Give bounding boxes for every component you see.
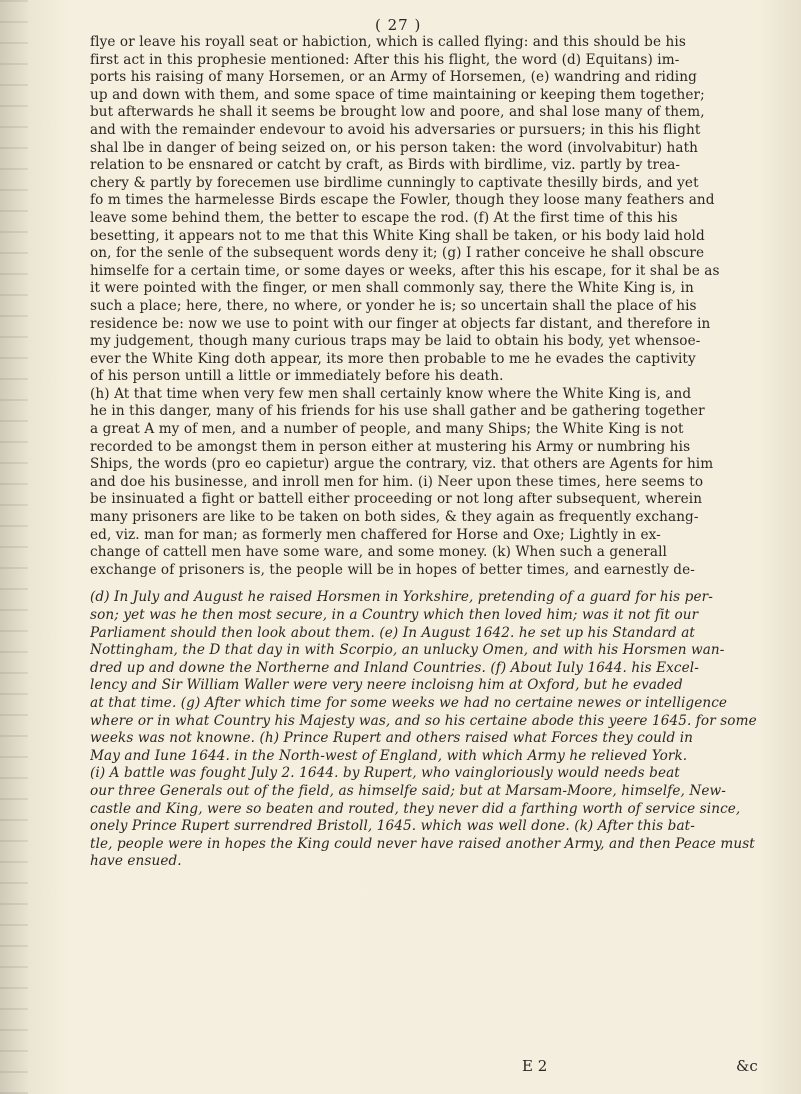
text-line: fo m times the harmelesse Birds escape the Fowler, though they loose many feathers and — [90, 192, 715, 209]
signature-mark: E 2 — [522, 1057, 548, 1075]
text-line: and with the remainder endevour to avoid his adversaries or pursuers; in this his flight — [90, 121, 701, 138]
text-line: son; yet was he then most secure, in a Country which then loved him; was it not fit our — [90, 607, 699, 623]
text-line: up and down with them, and some space of time maintaining or keeping them together; — [90, 86, 705, 103]
text-line: Nottingham, the D that day in with Scorpio, an unlucky Omen, and with his Horsmen wan- — [90, 642, 725, 659]
text-line: my judgement, though many curious traps may be laid to obtain his body, yet whensoe- — [90, 333, 701, 350]
text-line: many prisoners are like to be taken on both sides, & they again as frequently exchang- — [90, 509, 699, 526]
catchword: &c — [736, 1057, 758, 1075]
body-text — [90, 34, 780, 871]
text-line: such a place; here, there, no where, or yonder he is; so uncertain shall the place of his — [90, 297, 697, 314]
text-line: (i) A battle was fought July 2. 1644. by Rupert, who vaingloriously would needs beat — [90, 765, 680, 782]
text-line: leave some behind them, the better to escape the rod. (f) At the first time of this his — [90, 209, 678, 226]
text-line: weeks was not knowne. (h) Prince Rupert and others raised what Forces they could in — [90, 730, 694, 747]
text-line: residence be: now we use to point with our finger at objects far distant, and therefore in — [90, 315, 711, 332]
text-line: himselfe for a certain time, or some dayes or weeks, after this his escape, for it shal be as — [90, 262, 720, 279]
text-line: on, for the senle of the subsequent words deny it; (g) I rather conceive he shall obscure — [90, 245, 705, 262]
page-number: ( 27 ) — [375, 16, 422, 34]
text-line: lency and Sir William Waller were very neere incloisng him at Oxford, but he evaded — [90, 677, 683, 694]
text-line: exchange of prisoners is, the people will be in hopes of better times, and earnestly de- — [90, 561, 695, 578]
text-line: tle, people were in hopes the King could never have raised another Army, and then Peace must — [90, 835, 755, 852]
text-line: be insinuated a fight or battell either proceeding or not long after subsequent, wherein — [90, 491, 703, 508]
text-line: Parliament should then look about them. (e) In August 1642. he set up his Standard at — [90, 624, 695, 641]
annotation-paragraph — [90, 589, 780, 871]
main-paragraph — [90, 34, 780, 579]
text-line: relation to be ensnared or catcht by craft, as Birds with birdlime, viz. partly by trea- — [90, 157, 681, 174]
page-gutter — [0, 0, 28, 1094]
text-line: where or in what Country his Majesty was, and so his certaine abode this yeere 1645. for some — [90, 712, 757, 729]
text-line: recorded to be amongst them in person either at mustering his Army or numbring his — [90, 438, 691, 455]
text-line: of his person untill a little or immediately before his death. — [90, 368, 504, 385]
text-line: first act in this prophesie mentioned: After this his flight, the word (d) Equitans) im- — [90, 51, 680, 68]
text-line: he in this danger, many of his friends for his use shall gather and be gathering together — [90, 403, 705, 420]
text-line: and doe his businesse, and inroll men for him. (i) Neer upon these times, here seems to — [90, 473, 704, 490]
text-line: but afterwards he shall it seems be brought low and poore, and shal lose many of them, — [90, 104, 705, 121]
text-line: ed, viz. man for man; as formerly men chaffered for Horse and Oxe; Lightly in ex- — [90, 526, 661, 543]
text-line: ever the White King doth appear, its more then probable to me he evades the captivity — [90, 350, 696, 367]
text-line: (h) At that time when very few men shall certainly know where the White King is, and — [90, 385, 692, 402]
text-line: a great A my of men, and a number of people, and many Ships; the White King is not — [90, 421, 684, 438]
text-line: it were pointed with the finger, or men shall commonly say, there the White King is, in — [90, 280, 694, 297]
text-line: shal lbe in danger of being seized on, or his person taken: the word (involvabitur) hath — [90, 139, 699, 156]
text-line: castle and King, were so beaten and routed, they never did a farthing worth of service since, — [90, 800, 741, 817]
text-line: onely Prince Rupert surrendred Bristoll, 1645. which was well done. (k) After this bat- — [90, 818, 695, 835]
text-line: May and Iune 1644. in the North-west of England, with which Army he relieved York. — [90, 747, 688, 764]
text-line: chery & partly by forecemen use birdlime cunningly to captivate thesilly birds, and yet — [90, 174, 699, 191]
text-line: change of cattell men have some ware, and some money. (k) When such a generall — [90, 544, 667, 561]
text-line: ports his raising of many Horsemen, or an Army of Horsemen, (e) wandring and riding — [90, 69, 697, 86]
text-line: our three Generals out of the field, as himselfe said; but at Marsam-Moore, himselfe, New- — [90, 782, 726, 799]
text-line: (d) In July and August he raised Horsmen in Yorkshire, pretending of a guard for his per- — [90, 589, 713, 606]
text-line: at that time. (g) After which time for some weeks we had no certaine newes or intelligence — [90, 694, 728, 711]
text-line: besetting, it appears not to me that this White King shall be taken, or his body laid hold — [90, 227, 705, 244]
text-line: have ensued. — [90, 853, 182, 870]
text-line: dred up and downe the Northerne and Inland Countries. (f) About Iuly 1644. his Excel- — [90, 659, 699, 676]
text-line: flye or leave his royall seat or habiction, which is called flying: and this should be his — [90, 34, 686, 50]
text-line: Ships, the words (pro eo capietur) argue the contrary, viz. that others are Agents for him — [90, 456, 714, 473]
